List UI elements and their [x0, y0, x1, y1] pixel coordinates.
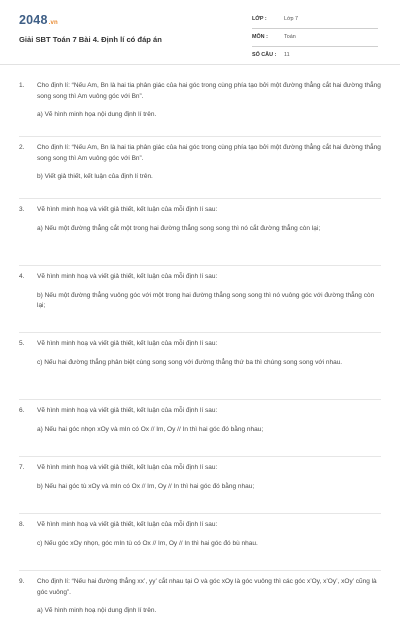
question-text-block — [19, 272, 381, 283]
question-text-block — [19, 81, 381, 102]
question-number: 1. — [19, 82, 25, 89]
meta-value: Toán — [284, 34, 296, 40]
question-item — [0, 199, 400, 265]
question-text-block — [19, 143, 381, 164]
question-item — [0, 514, 400, 570]
question-text: Cho định lí: “Nếu hai đường thẳng xx’, yy’ cắt nhau tại O và góc xOy là góc vuông thì các góc x’Oy, x’Oy’, xOy’ cũng là góc vuông”. — [37, 578, 377, 596]
meta-row-subject — [252, 32, 378, 47]
question-subpart: c) Nếu góc xOy nhọn, góc mIn tù có Ox // Im, Oy // In thì hai góc đó bù nhau. — [37, 539, 258, 547]
question-number: 3. — [19, 206, 25, 213]
question-number: 9. — [19, 578, 25, 585]
question-text-block — [19, 520, 381, 531]
question-item — [0, 75, 400, 136]
question-item — [0, 571, 400, 631]
question-number: 5. — [19, 340, 25, 347]
question-text: Cho định lí: “Nếu Am, Bn là hai tia phân giác của hai góc trong cùng phía tạo bởi một đường thẳng cắt hai đường thẳng song song thì Am vuông góc với Bn”. — [37, 144, 381, 162]
question-text-block — [19, 577, 381, 598]
question-item — [0, 137, 400, 198]
document-header — [0, 0, 400, 62]
logo-main-text: 2048 — [19, 13, 48, 27]
question-subpart: b) Nếu một đường thẳng vuông góc với một trong hai đường thẳng song song thì nó vuông góc với đường thẳng còn lại; — [37, 291, 375, 309]
question-number: 2. — [19, 144, 25, 151]
question-list — [0, 75, 400, 631]
question-text: Vẽ hình minh hoạ và viết giả thiết, kết luận của mỗi định lí sau: — [37, 407, 218, 414]
question-text-block — [19, 406, 381, 417]
question-subpart: a) Vẽ hình minh họa nội dung định lí trên. — [37, 111, 157, 118]
question-item — [0, 266, 400, 332]
question-subpart: a) Nếu một đường thẳng cắt một trong hai đường thẳng song song thì nó cắt đường thẳng còn lại; — [37, 224, 321, 232]
meta-value: Lớp 7 — [284, 16, 299, 22]
question-item — [0, 333, 400, 399]
meta-value: 11 — [284, 52, 290, 58]
question-text: Vẽ hình minh hoạ và viết giả thiết, kết luận của mỗi định lí sau: — [37, 273, 218, 280]
document-title: Giải SBT Toán 7 Bài 4. Định lí có đáp án — [19, 35, 162, 44]
meta-key: MÔN : — [252, 34, 268, 40]
question-item — [0, 400, 400, 456]
question-number: 7. — [19, 464, 25, 471]
question-text-block — [19, 339, 381, 350]
question-number: 6. — [19, 407, 25, 414]
question-subpart: a) Nếu hai góc nhọn xOy và mIn có Ox // Im, Oy // In thì hai góc đó bằng nhau; — [37, 425, 264, 433]
question-text: Vẽ hình minh hoạ và viết giả thiết, kết luận của mỗi định lí sau: — [37, 340, 218, 347]
site-logo[interactable] — [19, 13, 58, 27]
question-subpart: b) Viết giả thiết, kết luận của định lí trên. — [37, 173, 153, 180]
question-subpart: a) Vẽ hình minh hoạ nội dung định lí trên. — [37, 607, 157, 614]
document-meta-table — [252, 14, 378, 68]
logo-suffix-text: .vn — [48, 20, 58, 26]
question-number: 8. — [19, 521, 25, 528]
header-divider — [0, 64, 400, 65]
question-text: Vẽ hình minh hoạ và viết giả thiết, kết luận của mỗi định lí sau: — [37, 206, 218, 213]
question-number: 4. — [19, 273, 25, 280]
question-subpart: c) Nếu hai đường thẳng phân biệt cùng song song với đường thẳng thứ ba thì chúng song song với nhau. — [37, 358, 343, 366]
question-text: Cho định lí: “Nếu Am, Bn là hai tia phân giác của hai góc trong cùng phía tạo bởi một đường thẳng cắt hai đường thẳng song song thì Am vuông góc với Bn”. — [37, 82, 381, 100]
meta-row-class — [252, 14, 378, 29]
question-item — [0, 457, 400, 513]
meta-row-question-count — [252, 50, 378, 65]
question-text-block — [19, 463, 381, 474]
meta-key: LỚP : — [252, 16, 267, 22]
question-text: Vẽ hình minh hoạ và viết giả thiết, kết luận của mỗi định lí sau: — [37, 521, 218, 528]
meta-key: SỐ CÂU : — [252, 52, 277, 58]
question-subpart: b) Nếu hai góc tù xOy và mIn có Ox // Im, Oy // In thì hai góc đó bằng nhau; — [37, 482, 255, 490]
question-text-block — [19, 205, 381, 216]
question-text: Vẽ hình minh hoạ và viết giả thiết, kết luận của mỗi định lí sau: — [37, 464, 218, 471]
